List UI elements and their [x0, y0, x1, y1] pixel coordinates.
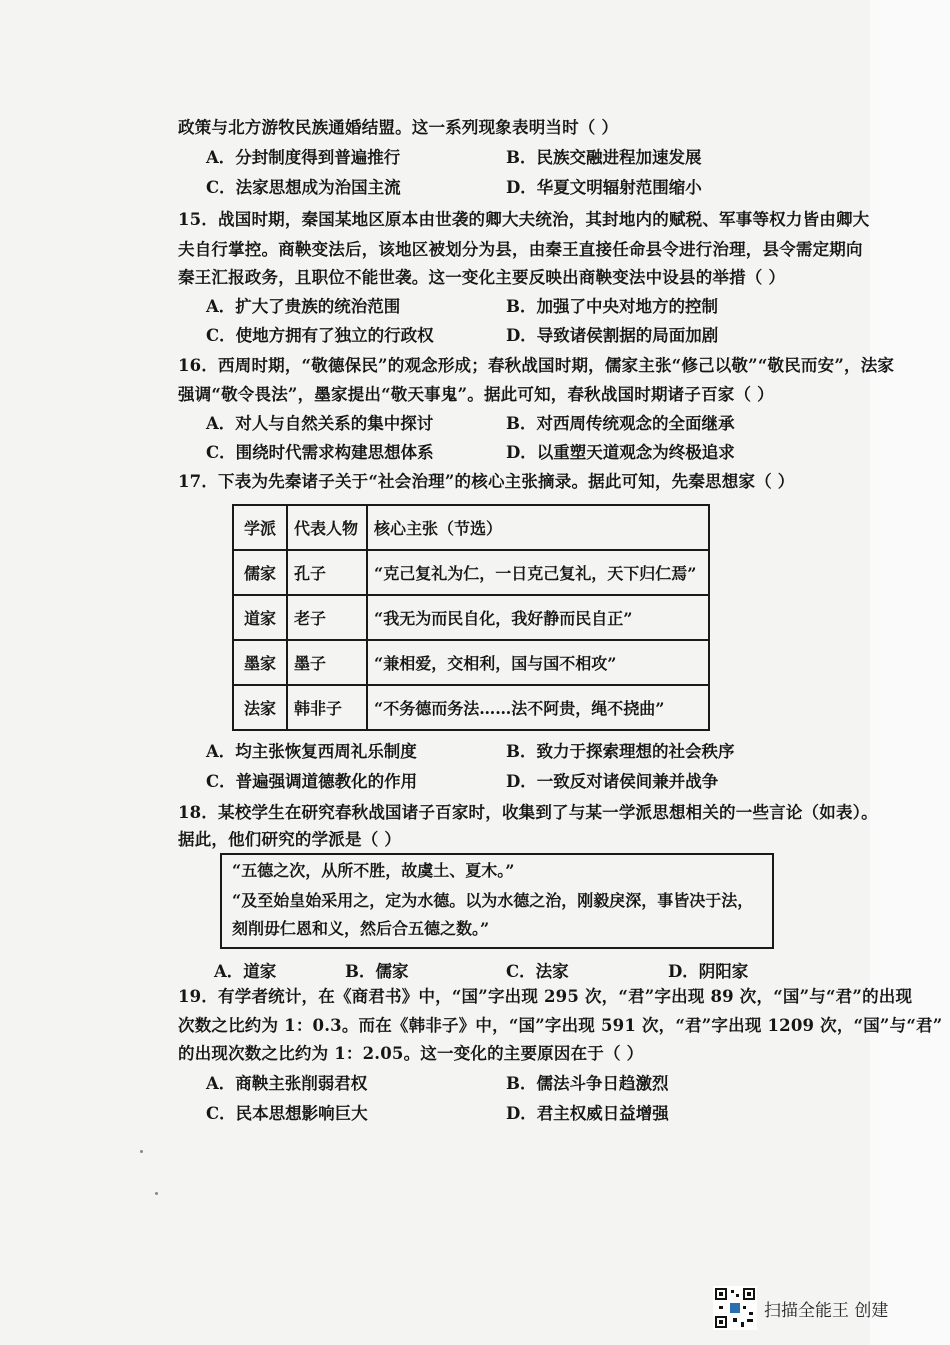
q14-option-a: A．分封制度得到普遍推行 [206, 148, 401, 167]
q15-option-c: C．使地方拥有了独立的行政权 [206, 326, 434, 345]
table-cell: 道家 [233, 595, 287, 640]
q18-quote-line2: “及至始皇始采用之，定为水德。以为水德之治，刚毅戾深，事皆决于法， [232, 891, 754, 910]
table-cell: 墨家 [233, 640, 287, 685]
scan-speck [155, 1192, 158, 1195]
q19-option-b: B．儒法斗争日趋激烈 [506, 1074, 669, 1093]
q19-stem-line2: 次数之比约为 1：0.3。而在《韩非子》中，“国”字出现 591 次，“君”字出现 1209 次，“国”与“君” [178, 1016, 943, 1035]
q19-stem-line3: 的出现次数之比约为 1：2.05。这一变化的主要原因在于（ ） [178, 1044, 644, 1063]
table-cell: 老子 [287, 595, 367, 640]
q19-stem-line1: 19．有学者统计，在《商君书》中，“国”字出现 295 次，“君”字出现 89 次，“国”与“君”的出现 [178, 987, 913, 1006]
q16-option-c: C．围绕时代需求构建思想体系 [206, 443, 434, 462]
q16-option-a: A．对人与自然关系的集中探讨 [206, 414, 434, 433]
q15-option-b: B．加强了中央对地方的控制 [506, 297, 718, 316]
table-header-cell: 核心主张（节选） [367, 505, 709, 550]
scan-speck [140, 1150, 143, 1153]
table-row [233, 685, 709, 730]
table-cell: “不务德而务法……法不阿贵，绳不挠曲” [367, 685, 709, 730]
q16-option-b: B．对西周传统观念的全面继承 [506, 414, 735, 433]
q15-stem-line1: 15．战国时期，秦国某地区原本由世袭的卿大夫统治，其封地内的赋税、军事等权力皆由卿大 [178, 210, 870, 229]
q17-option-a: A．均主张恢复西周礼乐制度 [206, 742, 417, 761]
q15-option-d: D．导致诸侯割据的局面加剧 [506, 326, 719, 345]
q18-quote-box [220, 853, 774, 949]
q19-option-c: C．民本思想影响巨大 [206, 1104, 368, 1123]
q18-stem-line2: 据此，他们研究的学派是（ ） [178, 830, 402, 849]
q18-option-a: A．道家 [214, 962, 277, 981]
q17-option-d: D．一致反对诸侯间兼并战争 [506, 772, 719, 791]
table-cell: “我无为而民自化，我好静而民自正” [367, 595, 709, 640]
q19-option-d: D．君主权威日益增强 [506, 1104, 669, 1123]
q18-option-b: B．儒家 [345, 962, 409, 981]
q14-option-c: C．法家思想成为治国主流 [206, 178, 401, 197]
q15-option-a: A．扩大了贵族的统治范围 [206, 297, 401, 316]
table-header-cell: 学派 [233, 505, 287, 550]
q17-stem: 17．下表为先秦诸子关于“社会治理”的核心主张摘录。据此可知，先秦思想家（ ） [178, 472, 795, 491]
table-row [233, 640, 709, 685]
q15-stem-line2: 夫自行掌控。商鞅变法后，该地区被划分为县，由秦王直接任命县令进行治理，县令需定期向 [178, 240, 863, 259]
table-cell: 孔子 [287, 550, 367, 595]
table-cell: “兼相爱，交相利，国与国不相攻” [367, 640, 709, 685]
qr-code-icon [713, 1286, 757, 1330]
q18-option-d: D．阴阳家 [668, 962, 749, 981]
q16-stem-line2: 强调“敬令畏法”，墨家提出“敬天事鬼”。据此可知，春秋战国时期诸子百家（ ） [178, 385, 774, 404]
q17-option-b: B．致力于探索理想的社会秩序 [506, 742, 735, 761]
table-cell: 墨子 [287, 640, 367, 685]
scanner-watermark-text: 扫描全能王 创建 [764, 1301, 889, 1321]
table-row [233, 550, 709, 595]
q16-stem-line1: 16．西周时期，“敬德保民”的观念形成；春秋战国时期，儒家主张“修己以敬”“敬民而安”，法家 [178, 356, 895, 375]
q17-option-c: C．普遍强调道德教化的作用 [206, 772, 418, 791]
q15-stem-line3: 秦王汇报政务，且职位不能世袭。这一变化主要反映出商鞅变法中设县的举措（ ） [178, 268, 786, 287]
table-header-row [233, 505, 709, 550]
table-cell: 法家 [233, 685, 287, 730]
q17-table [232, 504, 710, 731]
q18-stem-line1: 18．某校学生在研究春秋战国诸子百家时，收集到了与某一学派思想相关的一些言论（如表）。 [178, 803, 878, 822]
table-cell: 儒家 [233, 550, 287, 595]
q19-option-a: A．商鞅主张削弱君权 [206, 1074, 368, 1093]
table-cell: “克己复礼为仁，一日克己复礼，天下归仁焉” [367, 550, 709, 595]
page-margin-strip [870, 0, 950, 1345]
q18-quote-line1: “五德之次，从所不胜，故虞土、夏木。” [232, 861, 515, 880]
q14-option-b: B．民族交融进程加速发展 [506, 148, 702, 167]
table-header-cell: 代表人物 [287, 505, 367, 550]
table-row [233, 595, 709, 640]
q14-option-d: D．华夏文明辐射范围缩小 [506, 178, 702, 197]
q18-option-c: C．法家 [506, 962, 569, 981]
q16-option-d: D．以重塑天道观念为终极追求 [506, 443, 735, 462]
q18-quote-line3: 刻削毋仁恩和义，然后合五德之数。” [232, 919, 490, 938]
table-cell: 韩非子 [287, 685, 367, 730]
q14-stem: 政策与北方游牧民族通婚结盟。这一系列现象表明当时（ ） [178, 118, 619, 137]
